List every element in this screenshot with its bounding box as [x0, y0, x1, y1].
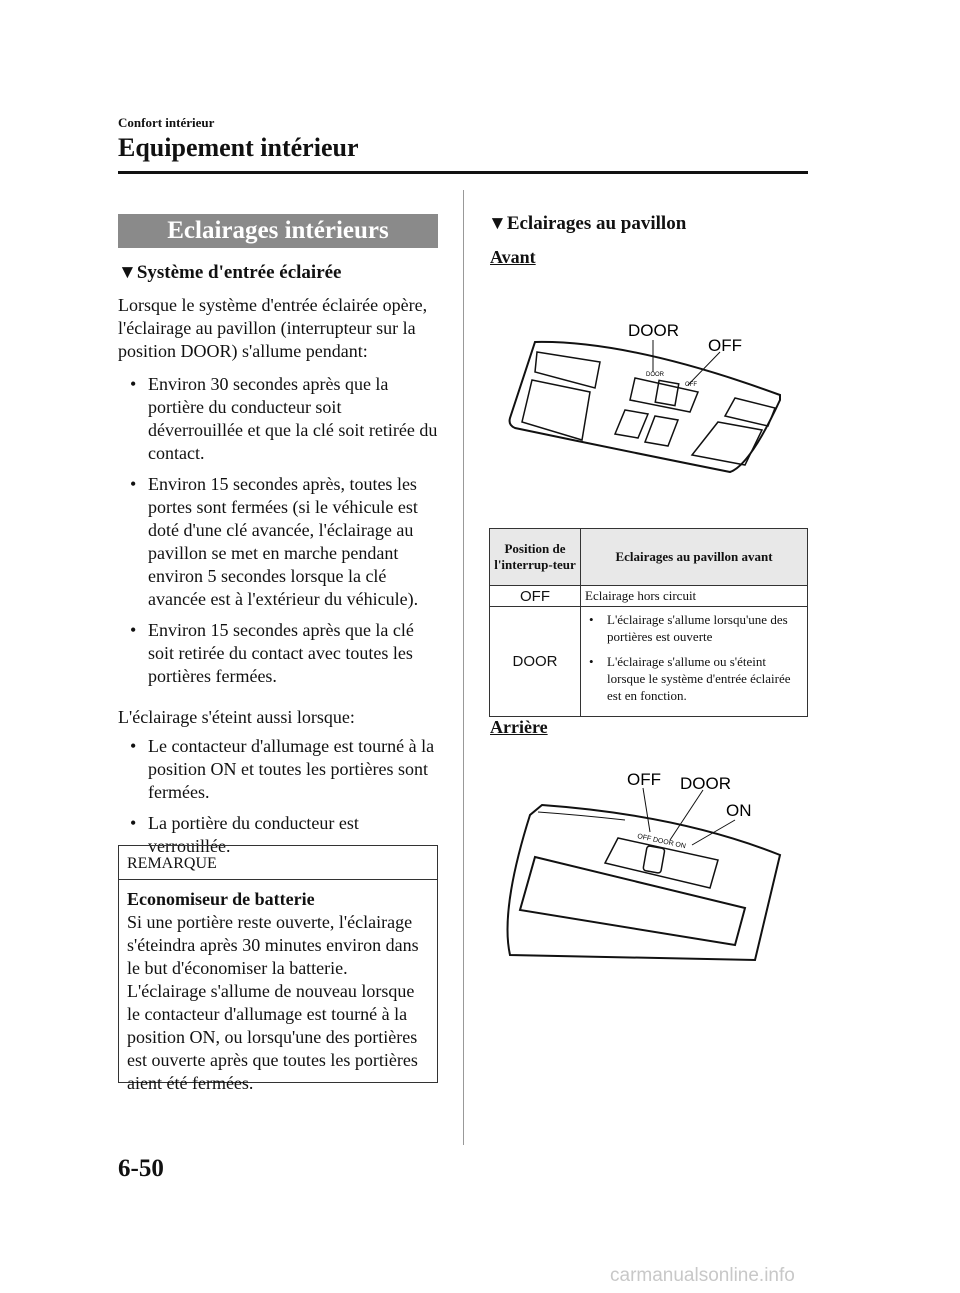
door-switch-label: DOOR — [646, 372, 664, 378]
table-row — [490, 607, 808, 717]
off-switch-label: OFF — [685, 382, 697, 388]
column-divider — [463, 190, 464, 1145]
list-item: • Environ 30 secondes après que la portière du conducteur soit déverrouillée et que la clé soit retirée du contact. — [126, 373, 440, 465]
left-column — [118, 262, 440, 866]
page-number: 6-50 — [118, 1155, 164, 1182]
note-body: Si une portière reste ouverte, l'éclairage s'éteindra après 30 minutes environ dans le but d'économiser la batterie. L'éclairage s'allume de nouveau lorsque le contacteur d'allumage est tourné à la position ON, ou lorsqu'une des portières est ouverte après que toutes les portières aient été fermées. — [127, 912, 419, 1093]
watermark: carmanualsonline.info — [610, 1265, 795, 1286]
on-callout: ON — [726, 801, 752, 820]
page-title: Equipement intérieur — [118, 133, 359, 162]
note-box — [118, 845, 438, 1093]
col-header-description: Eclairages au pavillon avant — [581, 529, 808, 586]
description-bullet: • L'éclairage s'allume ou s'éteint lorsque le système d'entrée éclairée est en fonction. — [585, 653, 803, 704]
triangle-icon: ▼ — [118, 262, 137, 283]
position-cell: DOOR — [490, 607, 581, 717]
list-item: • La portière du conducteur est verrouillée. — [126, 812, 440, 858]
section-band-title: Eclairages intérieurs — [118, 214, 438, 248]
col-header-position: Position de l'interrup-teur — [490, 529, 581, 586]
off-intro: L'éclairage s'éteint aussi lorsque: — [118, 707, 355, 727]
triangle-icon: ▼ — [488, 213, 507, 234]
switch-position-labels: OFF DOOR ON — [636, 833, 687, 851]
off-callout: OFF — [708, 336, 742, 355]
intro-paragraph: Lorsque le système d'entrée éclairée opère, l'éclairage au pavillon (interrupteur sur la position DOOR) s'allume pendant: — [118, 295, 428, 361]
table-row — [490, 586, 808, 607]
subheading-pavillon: ▼Eclairages au pavillon — [488, 213, 687, 234]
front-light-illustration — [480, 300, 800, 480]
door-callout: DOOR — [628, 321, 679, 340]
off-callout: OFF — [627, 770, 661, 789]
description-cell: Eclairage hors circuit — [581, 586, 808, 607]
section-label: Confort intérieur — [118, 115, 215, 130]
list-item: • Le contacteur d'allumage est tourné à la position ON et toutes les portières sont fermées. — [126, 735, 440, 804]
rear-label: Arrière — [490, 717, 548, 737]
switch-table — [489, 528, 808, 717]
list-item: • Environ 15 secondes après que la clé soit retirée du contact avec toutes les portières fermées. — [126, 619, 440, 688]
note-title: Economiseur de batterie — [127, 889, 315, 909]
rear-light-illustration — [480, 760, 800, 965]
subheading: ▼Système d'entrée éclairée — [118, 262, 342, 283]
header-rule — [118, 171, 808, 174]
front-label: Avant — [490, 247, 536, 267]
note-label: REMARQUE — [119, 846, 437, 880]
door-callout: DOOR — [680, 774, 731, 793]
description-bullet: • L'éclairage s'allume lorsqu'une des portières est ouverte — [585, 611, 803, 645]
list-item: • Environ 15 secondes après, toutes les portes sont fermées (si le véhicule est doté d'une clé avancée, l'éclairage au pavillon se met en marche pendant environ 5 secondes lorsque la clé avancée est à l'extérieur du véhicule). — [126, 473, 440, 611]
position-cell: OFF — [490, 586, 581, 607]
